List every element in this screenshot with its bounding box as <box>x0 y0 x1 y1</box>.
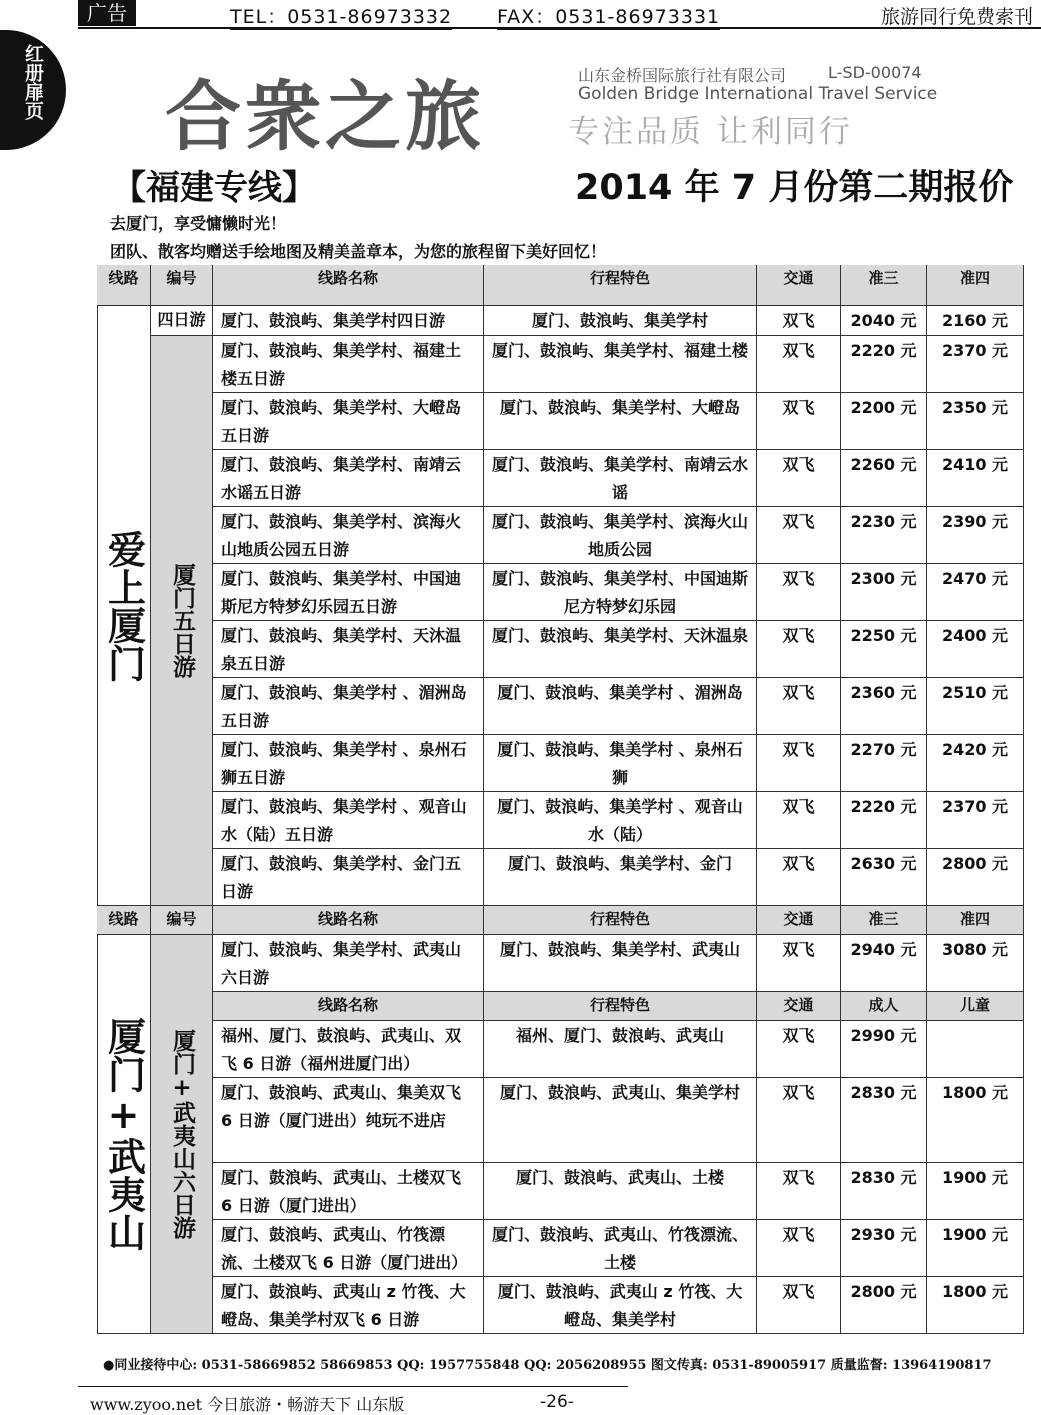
route-feature: 厦门、鼓浪屿、武夷山、集美学村 <box>484 1078 757 1163</box>
transport: 双飞 <box>757 935 841 992</box>
route-feature: 厦门、鼓浪屿、集美学村、大嶝岛 <box>484 393 757 450</box>
footer-site: www.zyoo.net 今日旅游・畅游天下 山东版 <box>90 1395 405 1414</box>
route-name: 厦门、鼓浪屿、集美学村、金门五日游 <box>213 849 484 906</box>
price-3star: 2040 元 <box>841 306 927 336</box>
price-adult: 2830 元 <box>841 1163 927 1220</box>
header-price4: 准四 <box>927 265 1024 306</box>
header-adult-3: 成人 <box>841 992 927 1021</box>
price-child: 1800 元 <box>927 1078 1024 1163</box>
price-4star: 2370 元 <box>927 792 1024 849</box>
transport: 双飞 <box>757 1277 841 1334</box>
price-4star: 2370 元 <box>927 336 1024 393</box>
transport: 双飞 <box>757 507 841 564</box>
index-label: 旅游同行免费索刊 <box>880 6 1033 28</box>
route-feature: 厦门、鼓浪屿、集美学村、武夷山 <box>484 935 757 992</box>
price-3star: 2270 元 <box>841 735 927 792</box>
transport: 双飞 <box>757 393 841 450</box>
price-4star: 2470 元 <box>927 564 1024 621</box>
side-tab: 红册扉页 <box>0 30 66 150</box>
issue-title: 2014 年 7 月份第二期报价 <box>575 168 1014 208</box>
header-price3-2: 准三 <box>841 906 927 935</box>
header-line-2: 线路 <box>97 906 151 935</box>
route-feature: 厦门、鼓浪屿、集美学村 、观音山水（陆） <box>484 792 757 849</box>
transport: 双飞 <box>757 450 841 507</box>
price-3star: 2220 元 <box>841 792 927 849</box>
page-number: -26- <box>540 1392 574 1412</box>
route-feature: 厦门、鼓浪屿、集美学村、南靖云水谣 <box>484 450 757 507</box>
route-feature: 厦门、鼓浪屿、集美学村、滨海火山地质公园 <box>484 507 757 564</box>
route-name: 厦门、鼓浪屿、集美学村四日游 <box>213 306 484 336</box>
price-3star: 2630 元 <box>841 849 927 906</box>
telephone: TEL：0531-86973332 <box>230 2 452 30</box>
header-code-2: 编号 <box>151 906 213 935</box>
section-title: 【福建专线】 <box>112 168 316 208</box>
price-4star: 3080 元 <box>927 935 1024 992</box>
transport: 双飞 <box>757 306 841 336</box>
transport: 双飞 <box>757 735 841 792</box>
company-name-cn: 山东金桥国际旅行社有限公司 <box>578 66 787 85</box>
route-name: 厦门、鼓浪屿、武夷山、竹筏漂流、土楼双飞 6 日游（厦门进出） <box>213 1220 484 1277</box>
route-name: 厦门、鼓浪屿、集美学村、武夷山六日游 <box>213 935 484 992</box>
transport: 双飞 <box>757 1021 841 1078</box>
price-adult: 2830 元 <box>841 1078 927 1163</box>
price-adult: 2990 元 <box>841 1021 927 1078</box>
route-feature: 厦门、鼓浪屿、武夷山、竹筏漂流、土楼 <box>484 1220 757 1277</box>
intro-line-2: 团队、散客均赠送手绘地图及精美盖章本，为您的旅程留下美好回忆！ <box>110 242 607 261</box>
fax: FAX：0531-86973331 <box>497 2 720 30</box>
header-feature-3: 行程特色 <box>484 992 757 1021</box>
footer-rule <box>78 1386 628 1387</box>
route-name: 厦门、鼓浪屿、集美学村 、泉州石狮五日游 <box>213 735 484 792</box>
contact-line: ●同业接待中心: 0531-58669852 58669853 QQ: 1957755848 QQ: 2056208955 图文传真: 0531-89005917 质量监督: 13964190817 <box>103 1358 992 1373</box>
route-feature: 厦门、鼓浪屿、集美学村 、湄洲岛 <box>484 678 757 735</box>
route-name: 厦门、鼓浪屿、集美学村 、湄洲岛五日游 <box>213 678 484 735</box>
price-3star: 2230 元 <box>841 507 927 564</box>
header-transport-2: 交通 <box>757 906 841 935</box>
transport: 双飞 <box>757 678 841 735</box>
route-feature: 厦门、鼓浪屿、集美学村 、泉州石狮 <box>484 735 757 792</box>
route-feature: 厦门、鼓浪屿、集美学村、天沐温泉 <box>484 621 757 678</box>
header-price3: 准三 <box>841 265 927 306</box>
route-feature: 厦门、鼓浪屿、集美学村 <box>484 306 757 336</box>
transport: 双飞 <box>757 336 841 393</box>
transport: 双飞 <box>757 1078 841 1163</box>
price-3star: 2360 元 <box>841 678 927 735</box>
route-name: 厦门、鼓浪屿、武夷山、集美双飞 6 日游（厦门进出）纯玩不进店 <box>213 1078 484 1163</box>
header-price4-2: 准四 <box>927 906 1024 935</box>
transport: 双飞 <box>757 564 841 621</box>
price-3star: 2300 元 <box>841 564 927 621</box>
header-line: 线路 <box>97 265 151 306</box>
code-four-day: 四日游 <box>151 306 213 336</box>
price-adult: 2800 元 <box>841 1277 927 1334</box>
route-name: 厦门、鼓浪屿、集美学村、南靖云水谣五日游 <box>213 450 484 507</box>
transport: 双飞 <box>757 1220 841 1277</box>
price-child: 1800 元 <box>927 1277 1024 1334</box>
route-feature: 厦门、鼓浪屿、武夷山 z 竹筏、大嶝岛、集美学村 <box>484 1277 757 1334</box>
header-code: 编号 <box>151 265 213 306</box>
route-name: 厦门、鼓浪屿、武夷山、土楼双飞 6 日游（厦门进出） <box>213 1163 484 1220</box>
code-five-day: 厦门五日游 <box>151 336 213 906</box>
header-transport-3: 交通 <box>757 992 841 1021</box>
header-route: 线路名称 <box>213 265 484 306</box>
route-name: 厦门、鼓浪屿、集美学村、中国迪斯尼方特梦幻乐园五日游 <box>213 564 484 621</box>
brand-logo: 合衆之旅 <box>165 72 485 161</box>
company-name-en: Golden Bridge International Travel Service <box>578 84 938 104</box>
route-name: 福州、厦门、鼓浪屿、武夷山、双飞 6 日游（福州进厦门出） <box>213 1021 484 1078</box>
price-child: 1900 元 <box>927 1220 1024 1277</box>
route-feature: 厦门、鼓浪屿、集美学村、金门 <box>484 849 757 906</box>
price-child <box>927 1021 1024 1078</box>
intro-line-1: 去厦门，享受慵懒时光！ <box>110 214 287 233</box>
header-feature-2: 行程特色 <box>484 906 757 935</box>
license-number: L-SD-00074 <box>828 63 922 82</box>
route-name: 厦门、鼓浪屿、集美学村、大嶝岛五日游 <box>213 393 484 450</box>
route-name: 厦门、鼓浪屿、集美学村、福建土楼五日游 <box>213 336 484 393</box>
ad-tag: 广告 <box>78 0 136 26</box>
header-child-3: 儿童 <box>927 992 1024 1021</box>
slogan: 专注品质 让利同行 <box>568 114 853 150</box>
price-4star: 2800 元 <box>927 849 1024 906</box>
transport: 双飞 <box>757 792 841 849</box>
route-feature: 厦门、鼓浪屿、集美学村、中国迪斯尼方特梦幻乐园 <box>484 564 757 621</box>
price-4star: 2400 元 <box>927 621 1024 678</box>
region-xiamen-wuyi: 厦门+武夷山 <box>97 935 151 1334</box>
transport: 双飞 <box>757 621 841 678</box>
route-name: 厦门、鼓浪屿、武夷山 z 竹筏、大嶝岛、集美学村双飞 6 日游 <box>213 1277 484 1334</box>
code-six-day: 厦门+武夷山六日游 <box>151 935 213 1334</box>
route-name: 厦门、鼓浪屿、集美学村 、观音山水（陆）五日游 <box>213 792 484 849</box>
price-4star: 2510 元 <box>927 678 1024 735</box>
price-adult: 2930 元 <box>841 1220 927 1277</box>
route-feature: 厦门、鼓浪屿、集美学村、福建土楼 <box>484 336 757 393</box>
transport: 双飞 <box>757 1163 841 1220</box>
price-3star: 2220 元 <box>841 336 927 393</box>
price-4star: 2410 元 <box>927 450 1024 507</box>
header-route-2: 线路名称 <box>213 906 484 935</box>
route-name: 厦门、鼓浪屿、集美学村、滨海火山地质公园五日游 <box>213 507 484 564</box>
route-feature: 福州、厦门、鼓浪屿、武夷山 <box>484 1021 757 1078</box>
price-3star: 2250 元 <box>841 621 927 678</box>
route-name: 厦门、鼓浪屿、集美学村、天沐温泉五日游 <box>213 621 484 678</box>
price-3star: 2200 元 <box>841 393 927 450</box>
region-xiamen: 爱上厦门 <box>97 306 151 906</box>
header-feature: 行程特色 <box>484 265 757 306</box>
price-4star: 2160 元 <box>927 306 1024 336</box>
price-4star: 2390 元 <box>927 507 1024 564</box>
route-feature: 厦门、鼓浪屿、武夷山、土楼 <box>484 1163 757 1220</box>
header-transport: 交通 <box>757 265 841 306</box>
price-table <box>97 265 1024 1334</box>
price-3star: 2260 元 <box>841 450 927 507</box>
price-4star: 2350 元 <box>927 393 1024 450</box>
transport: 双飞 <box>757 849 841 906</box>
price-4star: 2420 元 <box>927 735 1024 792</box>
header-route-3: 线路名称 <box>213 992 484 1021</box>
price-3star: 2940 元 <box>841 935 927 992</box>
price-child: 1900 元 <box>927 1163 1024 1220</box>
